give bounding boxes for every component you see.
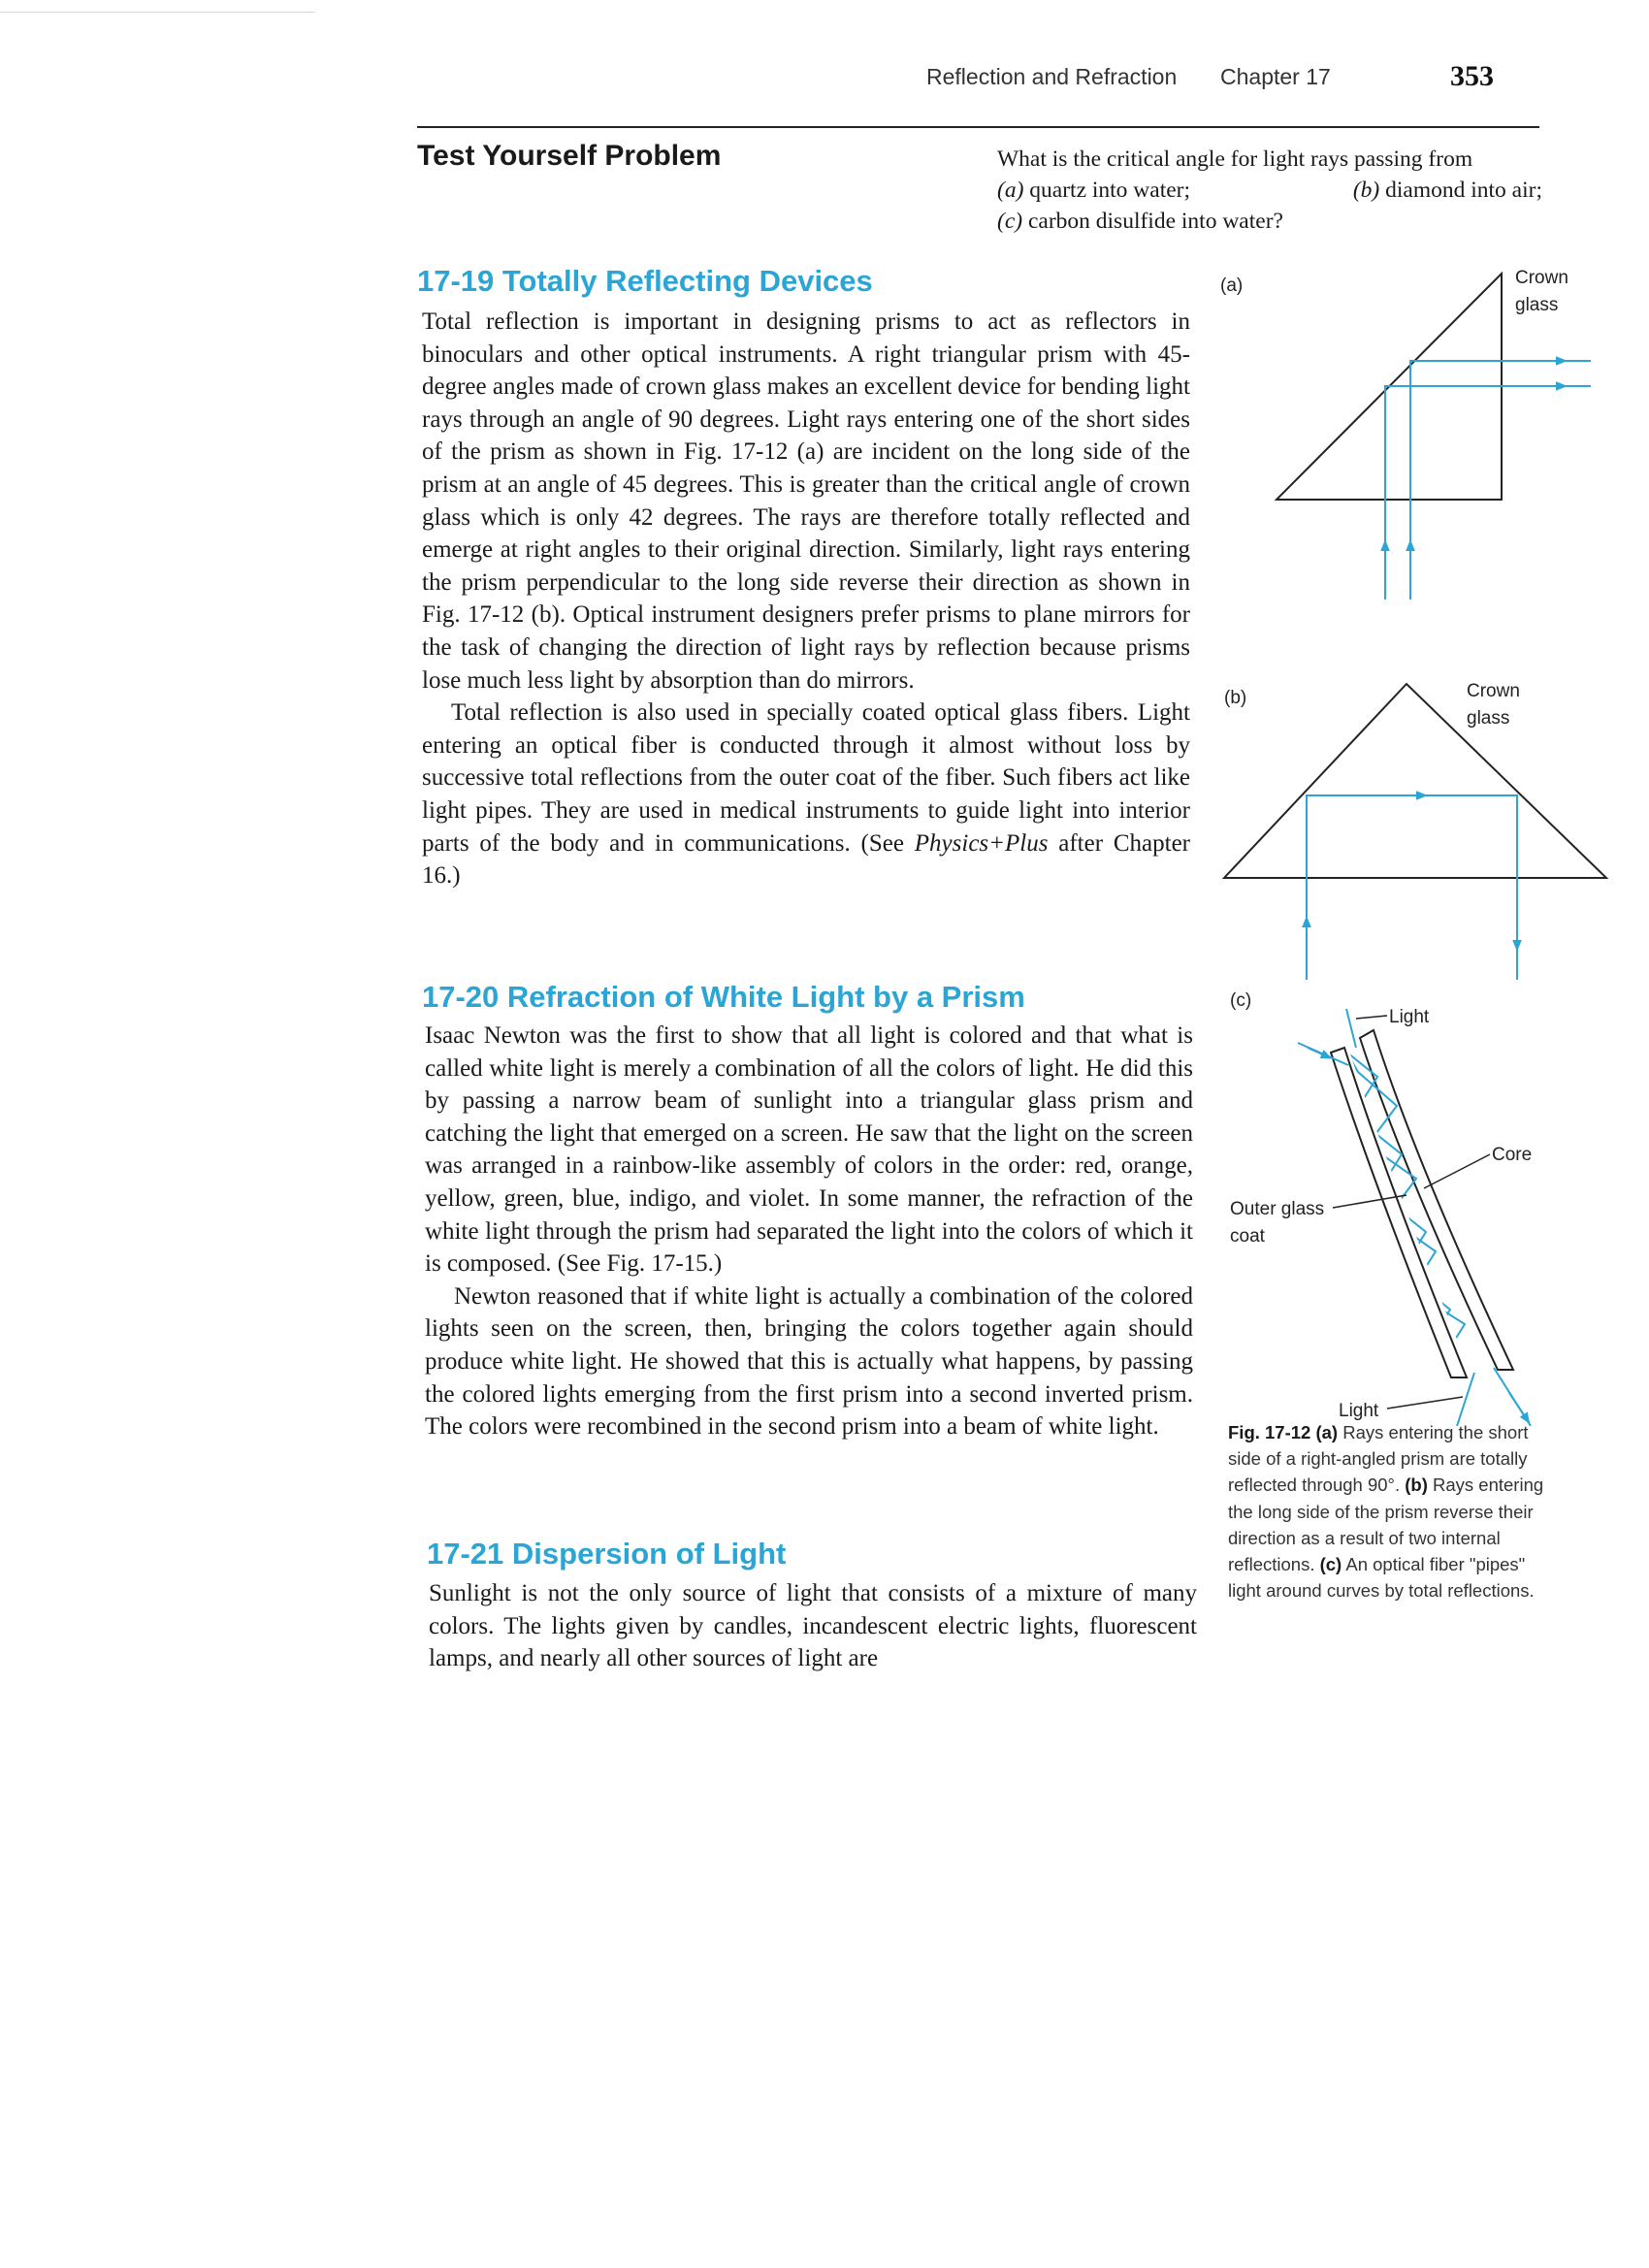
paragraph-text: Total reflection is also used in specially coated optical glass fibers. Light entering an optical fiber is conducted through it almost without loss by successive total reflections from the outer coat of the fiber. Such fibers act like light pipes. They are used in medical instruments to guide light into interior parts of the body and in communications. (See <box>422 699 1190 857</box>
question-stem: What is the critical angle for light rays passing from <box>997 146 1473 172</box>
caption-text: An optical fiber "pipes" light around curves by total reflections. <box>1228 1554 1535 1602</box>
option-a-text: quartz into water; <box>1029 178 1191 203</box>
question-options-row <box>997 175 1542 206</box>
section-17-20-title: 17-20 Refraction of White Light by a Prism <box>422 980 1025 1014</box>
arrow-icon <box>1509 1393 1527 1419</box>
fiber-outer-coat-left <box>1331 1048 1467 1377</box>
light-out-label: Light <box>1339 1401 1379 1421</box>
leader-line <box>1356 1016 1387 1019</box>
option-a <box>997 175 1190 206</box>
running-title: Reflection and Refraction <box>926 64 1178 89</box>
leader-line <box>1424 1154 1490 1188</box>
caption-text: Rays entering the long side of the prism reverse their direction as a result of two internal reflections. <box>1228 1474 1544 1575</box>
prism-b <box>1224 684 1606 878</box>
header-rule <box>417 126 1539 128</box>
figure-17-12 <box>1203 252 1610 1426</box>
caption-part-b: (b) <box>1405 1474 1428 1496</box>
outer-glass-label: coat <box>1230 1226 1265 1247</box>
caption-text: Rays entering the short side of a right-angled prism are totally reflected through 90°. <box>1228 1422 1529 1496</box>
figure-a-label: (a) <box>1220 275 1244 296</box>
ray-c-in <box>1346 1009 1356 1048</box>
chapter-label: Chapter 17 <box>1220 64 1331 89</box>
arrow-icon <box>1308 1048 1327 1056</box>
figure-b-label: (b) <box>1224 688 1247 708</box>
test-yourself-heading: Test Yourself Problem <box>417 140 722 172</box>
option-b-label: (b) <box>1352 178 1380 203</box>
paragraph <box>422 697 1190 892</box>
option-c-text: carbon disulfide into water? <box>1027 209 1283 234</box>
ray-b <box>1307 795 1517 980</box>
section-17-21-body <box>429 1577 1197 1675</box>
figure-caption <box>1228 1419 1548 1604</box>
option-b <box>1353 175 1542 206</box>
caption-part-a: (a) <box>1315 1422 1339 1442</box>
leader-line <box>1387 1397 1463 1409</box>
section-17-21-title: 17-21 Dispersion of Light <box>427 1537 787 1571</box>
caption-part-c: (c) <box>1319 1554 1342 1575</box>
caption-fig-number: Fig. 17-12 <box>1228 1422 1311 1442</box>
option-c-label: (c) <box>997 209 1023 234</box>
test-yourself-question <box>997 144 1542 237</box>
crown-glass-label-b: Crown <box>1467 681 1520 701</box>
crown-glass-label-a: Crown <box>1515 268 1568 288</box>
option-a-label: (a) <box>997 178 1024 203</box>
page-number: 353 <box>1450 60 1494 92</box>
leader-line <box>1333 1195 1406 1208</box>
page-edge-line <box>0 12 315 13</box>
outer-glass-label: Outer glass <box>1230 1199 1325 1219</box>
paragraph: Isaac Newton was the first to show that all light is colored and that what is called white light is merely a combination of all the colors of light. He did this by passing a narrow beam of sunlight into a triangular glass prism and catching the light that emerged on a screen. He saw that the light on the screen was arranged in a rainbow-like assembly of colors in the order: red, orange, yellow, green, blue, indigo, and violet. In some manner, the refraction of the white light through the prism had separated the light into the colors of which it is composed. (See Fig. 17-15.) <box>425 1022 1193 1278</box>
paragraph: Newton reasoned that if white light is actually a combination of the colored lights seen on the screen, then, bringing the colors together again should produce white light. He showed that this is actually what happens, by passing the colored lights emerging from the first prism into a second inverted prism. The colors were recombined in the second prism into a beam of white light. <box>425 1282 1193 1441</box>
ray-c-out <box>1457 1373 1474 1426</box>
paragraph: Sunlight is not the only source of light that consists of a mixture of many colors. The lights given by candles, incandescent electric lights, fluorescent lamps, and nearly all other sources of light are <box>429 1580 1197 1672</box>
section-17-20-body <box>425 1020 1193 1443</box>
italic-reference: Physics+Plus <box>914 829 1049 857</box>
paragraph-text: after Chapter 16.) <box>422 829 1190 890</box>
ray-a1 <box>1385 386 1591 599</box>
section-17-19-title: 17-19 Totally Reflecting Devices <box>417 264 873 298</box>
option-c <box>997 206 1542 237</box>
crown-glass-label-b: glass <box>1467 708 1510 729</box>
option-b-text: diamond into air; <box>1385 178 1542 203</box>
section-17-19-body <box>422 306 1190 892</box>
core-label: Core <box>1492 1145 1533 1165</box>
paragraph: Total reflection is important in designing prisms to act as reflectors in binoculars and other optical instruments. A right triangular prism with 45-degree angles made of crown glass makes an excellent device for bending light rays through an angle of 90 degrees. Light rays entering one of the short sides of the prism as shown in Fig. 17-12 (a) are incident on the long side of the prism at an angle of 45 degrees. This is greater than the critical angle of crown glass which is only 42 degrees. The rays are therefore totally reflected and emerge at right angles to their original direction. Similarly, light rays entering the prism perpendicular to the long side reverse their direction as shown in Fig. 17-12 (b). Optical instrument designers prefer prisms to plane mirrors for the task of changing the direction of light rays by reflection because prisms lose much less light by absorption than do mirrors. <box>422 308 1190 694</box>
figure-c-label: (c) <box>1230 990 1252 1011</box>
crown-glass-label-a: glass <box>1515 295 1559 315</box>
light-in-label: Light <box>1389 1007 1430 1027</box>
